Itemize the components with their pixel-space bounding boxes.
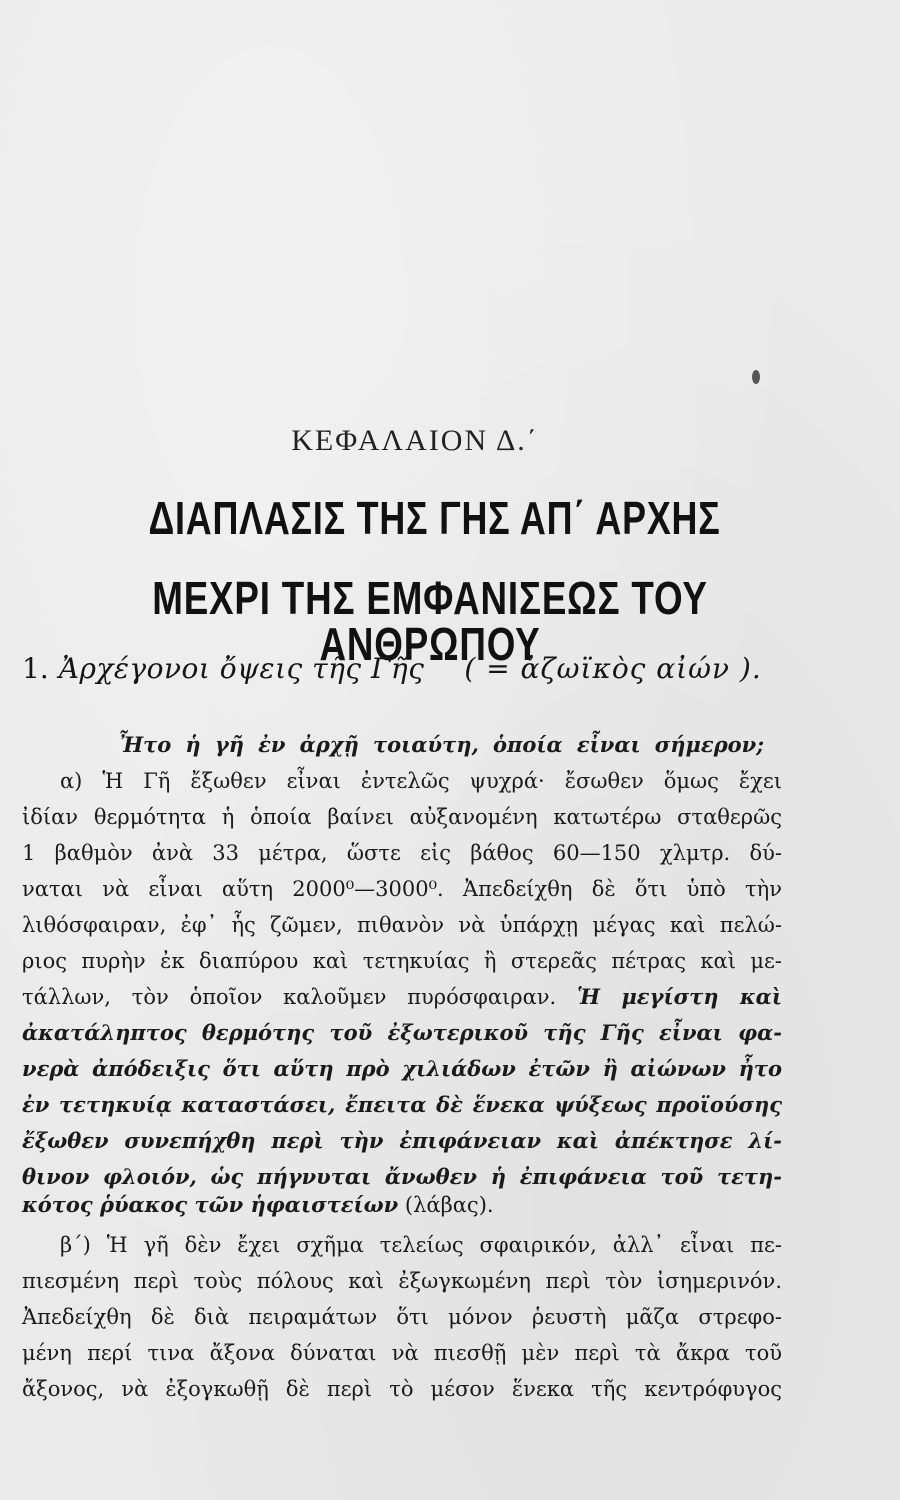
body-line: πιεσμένη περὶ τοὺς πόλους καὶ ἐξωγκωμένη περὶ τὸν ἰσημερινόν. bbox=[22, 1269, 782, 1293]
section-number: 1. bbox=[22, 652, 49, 685]
body-line: θινον φλοιόν, ὡς πήγνυται ἄνωθεν ἡ ἐπιφάνεια τοῦ τετη- bbox=[22, 1164, 782, 1189]
body-question: Ἦτο ἡ γῆ ἐν ἀρχῇ τοιαύτη, ὁποία εἶναι σήμερον; bbox=[118, 732, 764, 757]
section-equivalent: ( = ἀζωϊκὸς αἰών ). bbox=[464, 652, 762, 685]
body-line: ἰδίαν θερμότητα ἡ ὁποία βαίνει αὐξανομένη κατωτέρω σταθερῶς bbox=[22, 805, 782, 829]
body-line: ἐν τετηκυίᾳ καταστάσει, ἔπειτα δὲ ἕνεκα ψύξεως προϊούσης bbox=[22, 1092, 782, 1117]
section-title: Ἀρχέγονοι ὄψεις τῆς Γῆς bbox=[58, 652, 425, 685]
ink-spot bbox=[752, 370, 760, 384]
body-line: ναται νὰ εἶναι αὕτη 2000⁰—3000⁰. Ἀπεδείχθη δὲ ὅτι ὑπὸ τὴν bbox=[22, 877, 782, 901]
chapter-label: ΚΕΦΑΛΑΙΟΝ Δ.΄ bbox=[291, 424, 539, 457]
emphasis-text: Ἡ μεγίστη καὶ bbox=[577, 984, 782, 1009]
chapter-title-line-1: ΔΙΑΠΛΑΣΙΣ ΤΗΣ ΓΗΣ ΑΠ΄ ΑΡΧΗΣ bbox=[148, 492, 721, 544]
chapter-title-line-2: ΜΕΧΡΙ ΤΗΣ ΕΜΦΑΝΙΣΕΩΣ ΤΟΥ ΑΝΘΡΩΠΟΥ bbox=[152, 572, 708, 670]
body-line: ἔξωθεν συνεπήχθη περὶ τὴν ἐπιφάνειαν καὶ ἀπέκτησε λί- bbox=[22, 1128, 782, 1153]
body-line bbox=[22, 982, 782, 1012]
section-heading bbox=[22, 652, 842, 685]
body-line: μένη περί τινα ἄξονα δύναται νὰ πιεσθῇ μὲν περὶ τὰ ἄκρα τοῦ bbox=[22, 1341, 782, 1365]
body-text: (λάβας). bbox=[404, 1193, 494, 1217]
body-text: τάλλων, τὸν ὁποῖον καλοῦμεν πυρόσφαιραν. bbox=[22, 985, 557, 1009]
body-line: 1 βαθμὸν ἀνὰ 33 μέτρα, ὥστε εἰς βάθος 60—150 χλμτρ. δύ- bbox=[22, 841, 782, 865]
body-line: ριος πυρὴν ἐκ διαπύρου καὶ τετηκυίας ἢ στερεᾶς πέτρας καὶ με- bbox=[22, 949, 782, 973]
body-line bbox=[22, 1190, 782, 1220]
body-line: Ἀπεδείχθη δὲ διὰ πειραμάτων ὅτι μόνον ῥευστὴ μᾶζα στρεφο- bbox=[22, 1305, 782, 1329]
body-line: β΄) Ἡ γῆ δὲν ἔχει σχῆμα τελείως σφαιρικόν, ἀλλ᾽ εἶναι πε- bbox=[60, 1233, 782, 1257]
body-line: νερὰ ἀπόδειξις ὅτι αὕτη πρὸ χιλιάδων ἐτῶν ἢ αἰώνων ἦτο bbox=[22, 1056, 782, 1081]
body-line: α) Ἡ Γῆ ἔξωθεν εἶναι ἐντελῶς ψυχρά· ἔσωθεν ὅμως ἔχει bbox=[60, 769, 782, 793]
emphasis-text: κότος ῥύακος τῶν ἡφαιστείων bbox=[22, 1192, 399, 1217]
body-line: λιθόσφαιραν, ἐφ᾽ ἧς ζῶμεν, πιθανὸν νὰ ὑπάρχῃ μέγας καὶ πελώ- bbox=[22, 913, 782, 937]
body-line: ἄξονος, νὰ ἐξογκωθῇ δὲ περὶ τὸ μέσον ἕνεκα τῆς κεντρόφυγος bbox=[22, 1377, 782, 1401]
body-line: ἀκατάληπτος θερμότης τοῦ ἐξωτερικοῦ τῆς Γῆς εἶναι φα- bbox=[22, 1020, 782, 1045]
